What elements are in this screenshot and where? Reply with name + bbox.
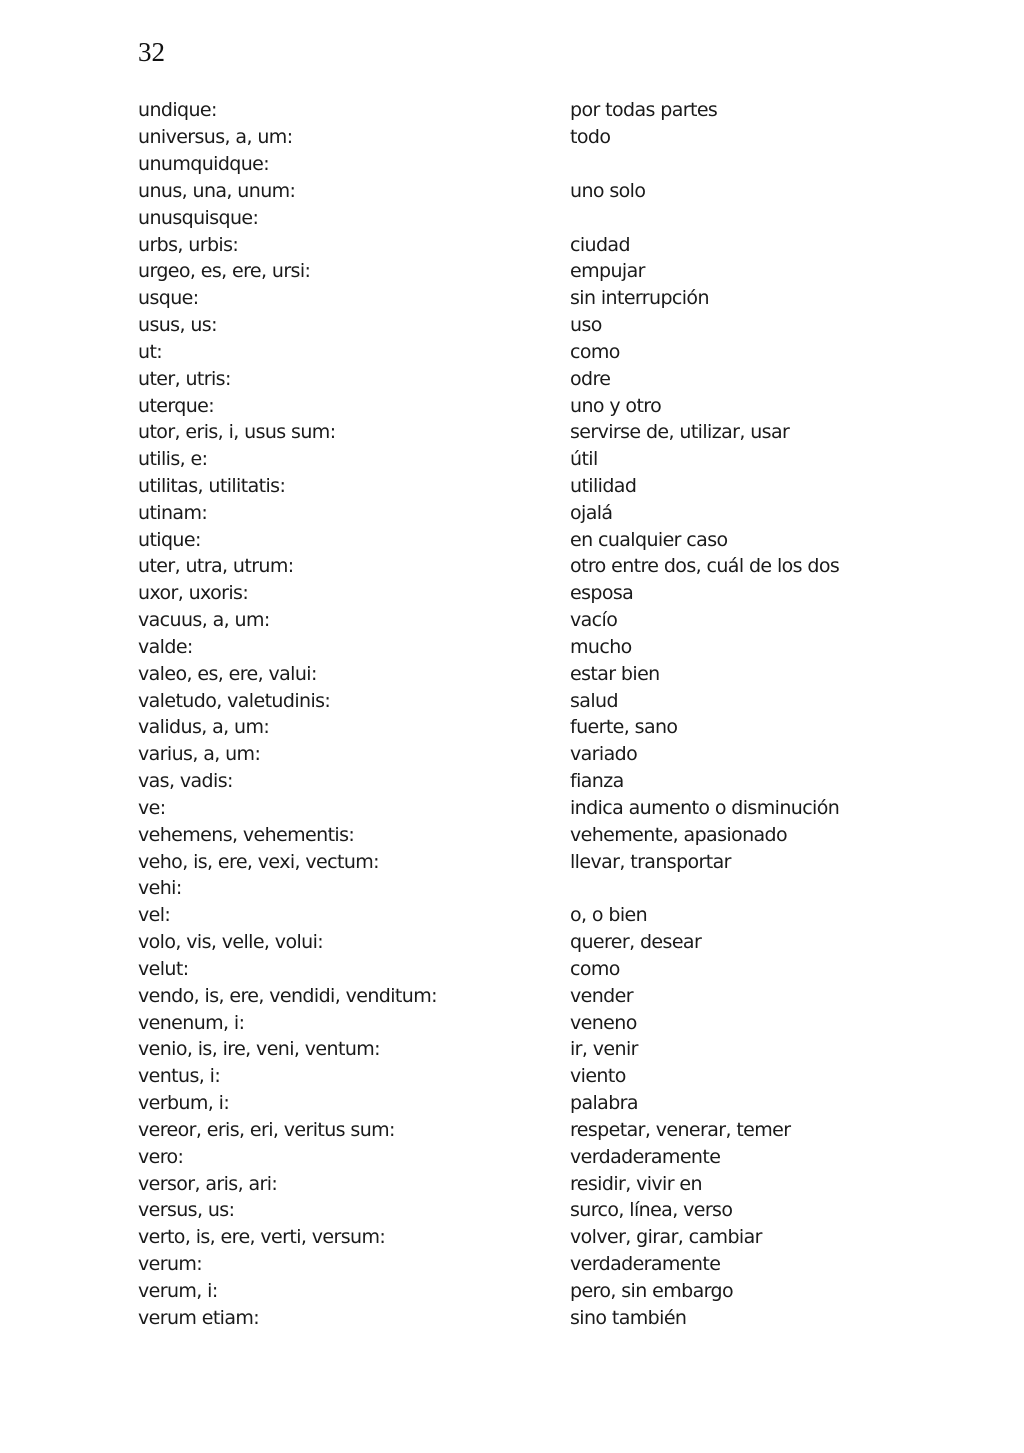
glossary-entry	[138, 741, 898, 768]
glossary-entry	[138, 392, 898, 419]
latin-term: uter, utris:	[138, 367, 231, 390]
spanish-definition: sino también	[570, 1306, 687, 1329]
glossary-entry	[138, 419, 898, 446]
spanish-definition: surco, línea, verso	[570, 1199, 733, 1222]
spanish-definition: respetar, venerar, temer	[570, 1118, 791, 1141]
glossary-entry	[138, 473, 898, 500]
latin-term: unumquidque:	[138, 153, 270, 176]
latin-term: volo, vis, velle, volui:	[138, 931, 324, 954]
glossary-entry	[138, 312, 898, 339]
glossary-entry	[138, 1116, 898, 1143]
glossary-entry	[138, 1170, 898, 1197]
spanish-definition: llevar, transportar	[570, 850, 731, 873]
latin-term: unus, una, unum:	[138, 179, 296, 202]
latin-term: validus, a, um:	[138, 716, 270, 739]
glossary-entry	[138, 151, 898, 178]
latin-term: veho, is, ere, vexi, vectum:	[138, 850, 379, 873]
spanish-definition: palabra	[570, 1092, 638, 1115]
spanish-definition: vender	[570, 984, 633, 1007]
latin-term: usque:	[138, 287, 199, 310]
latin-term: vel:	[138, 904, 171, 927]
glossary-entry	[138, 714, 898, 741]
spanish-definition: variado	[570, 743, 638, 766]
latin-term: versus, us:	[138, 1199, 235, 1222]
glossary-entry	[138, 1304, 898, 1331]
spanish-definition: vehemente, apasionado	[570, 823, 788, 846]
spanish-definition: ir, venir	[570, 1038, 638, 1061]
glossary-entry	[138, 795, 898, 822]
spanish-definition: otro entre dos, cuál de los dos	[570, 555, 840, 578]
glossary-entry	[138, 446, 898, 473]
spanish-definition: en cualquier caso	[570, 528, 728, 551]
glossary-entry	[138, 902, 898, 929]
spanish-definition: como	[570, 957, 620, 980]
spanish-definition: ojalá	[570, 501, 613, 524]
latin-term: verum:	[138, 1253, 203, 1276]
spanish-definition: ciudad	[570, 233, 630, 256]
latin-term: urgeo, es, ere, ursi:	[138, 260, 311, 283]
latin-term: uterque:	[138, 394, 215, 417]
spanish-definition: esposa	[570, 582, 634, 605]
latin-term: venio, is, ire, veni, ventum:	[138, 1038, 380, 1061]
glossary-entry	[138, 97, 898, 124]
latin-term: versor, aris, ari:	[138, 1172, 278, 1195]
spanish-definition: mucho	[570, 635, 632, 658]
latin-term: utilitas, utilitatis:	[138, 475, 286, 497]
glossary-entry	[138, 607, 898, 634]
glossary-entry	[138, 231, 898, 258]
spanish-definition: veneno	[570, 1011, 637, 1034]
latin-term: verbum, i:	[138, 1092, 230, 1115]
spanish-definition: verdaderamente	[570, 1145, 721, 1168]
latin-term: ventus, i:	[138, 1065, 221, 1088]
latin-term: varius, a, um:	[138, 743, 261, 766]
latin-term: utique:	[138, 528, 201, 551]
latin-term: utilis, e:	[138, 448, 208, 471]
glossary-entry	[138, 338, 898, 365]
latin-term: vereor, eris, eri, veritus sum:	[138, 1118, 395, 1141]
glossary-entry	[138, 204, 898, 231]
spanish-definition: uno y otro	[570, 394, 662, 417]
latin-term: valeo, es, ere, valui:	[138, 662, 317, 685]
glossary-entry	[138, 1251, 898, 1278]
glossary-entry	[138, 687, 898, 714]
latin-term: usus, us:	[138, 314, 217, 337]
glossary-entry	[138, 634, 898, 661]
latin-term: venenum, i:	[138, 1011, 245, 1034]
spanish-definition: fuerte, sano	[570, 716, 678, 739]
glossary-entry	[138, 1090, 898, 1117]
glossary-entry	[138, 821, 898, 848]
glossary-entry	[138, 580, 898, 607]
spanish-definition: por todas partes	[570, 99, 718, 122]
glossary-list	[138, 97, 898, 1331]
spanish-definition: salud	[570, 689, 618, 712]
glossary-entry	[138, 1197, 898, 1224]
glossary-entry	[138, 177, 898, 204]
glossary-entry	[138, 982, 898, 1009]
spanish-definition: sin interrupción	[570, 287, 709, 310]
page-number: 32	[138, 37, 165, 67]
spanish-definition: todo	[570, 126, 611, 149]
latin-term: uxor, uxoris:	[138, 582, 249, 605]
latin-term: valetudo, valetudinis:	[138, 689, 331, 712]
latin-term: vehemens, vehementis:	[138, 823, 355, 846]
glossary-entry	[138, 1009, 898, 1036]
spanish-definition: querer, desear	[570, 931, 702, 954]
glossary-entry	[138, 848, 898, 875]
spanish-definition: volver, girar, cambiar	[570, 1226, 762, 1249]
latin-term: unusquisque:	[138, 206, 259, 229]
spanish-definition: útil	[570, 448, 598, 471]
glossary-entry	[138, 526, 898, 553]
spanish-definition: vacío	[570, 609, 618, 632]
glossary-entry	[138, 768, 898, 795]
glossary-entry	[138, 929, 898, 956]
latin-term: verum, i:	[138, 1279, 218, 1302]
latin-term: vehi:	[138, 877, 182, 900]
latin-term: vero:	[138, 1145, 184, 1168]
spanish-definition: utilidad	[570, 475, 637, 497]
glossary-entry	[138, 365, 898, 392]
glossary-entry	[138, 285, 898, 312]
latin-term: universus, a, um:	[138, 126, 293, 149]
spanish-definition: estar bien	[570, 662, 660, 685]
spanish-definition: verdaderamente	[570, 1253, 721, 1276]
spanish-definition: uso	[570, 314, 602, 337]
latin-term: velut:	[138, 957, 189, 980]
glossary-entry	[138, 124, 898, 151]
latin-term: verto, is, ere, verti, versum:	[138, 1226, 386, 1249]
latin-term: ve:	[138, 796, 166, 819]
latin-term: urbs, urbis:	[138, 233, 239, 256]
latin-term: vas, vadis:	[138, 770, 233, 793]
latin-term: uter, utra, utrum:	[138, 555, 294, 578]
spanish-definition: empujar	[570, 260, 645, 283]
latin-term: verum etiam:	[138, 1306, 260, 1329]
spanish-definition: como	[570, 340, 620, 363]
glossary-entry	[138, 553, 898, 580]
latin-term: undique:	[138, 99, 217, 122]
spanish-definition: servirse de, utilizar, usar	[570, 421, 790, 444]
glossary-entry	[138, 499, 898, 526]
spanish-definition: residir, vivir en	[570, 1172, 702, 1195]
latin-term: valde:	[138, 635, 193, 658]
latin-term: utor, eris, i, usus sum:	[138, 421, 336, 444]
glossary-entry	[138, 1063, 898, 1090]
spanish-definition: uno solo	[570, 179, 646, 202]
glossary-entry	[138, 1277, 898, 1304]
spanish-definition: indica aumento o disminución	[570, 796, 840, 819]
spanish-definition: pero, sin embargo	[570, 1279, 733, 1302]
spanish-definition: fianza	[570, 770, 624, 793]
latin-term: vacuus, a, um:	[138, 609, 270, 632]
glossary-entry	[138, 660, 898, 687]
spanish-definition: viento	[570, 1065, 626, 1088]
glossary-entry	[138, 875, 898, 902]
latin-term: utinam:	[138, 501, 208, 524]
latin-term: ut:	[138, 340, 163, 363]
glossary-entry	[138, 1036, 898, 1063]
spanish-definition: odre	[570, 367, 611, 390]
latin-term: vendo, is, ere, vendidi, venditum:	[138, 984, 437, 1007]
spanish-definition: o, o bien	[570, 904, 648, 927]
glossary-entry	[138, 258, 898, 285]
glossary-entry	[138, 1224, 898, 1251]
glossary-entry	[138, 956, 898, 983]
glossary-entry	[138, 1143, 898, 1170]
